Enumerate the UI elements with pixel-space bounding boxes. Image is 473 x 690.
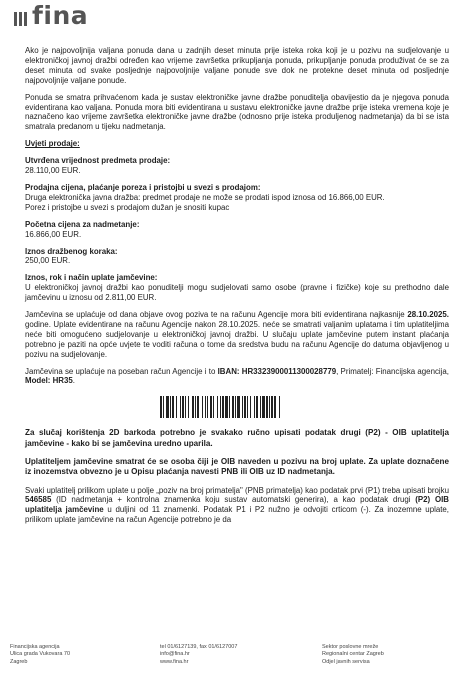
reference-text-1: Svaki uplatitelj prilikom uplate u polje „poziv na broj primatelja" (PNB primatelja) kao podatak prvi (P1) treba upisati brojku xyxy=(25,485,449,495)
reference-p2: (P2) OIB uplatitelja jamčevine xyxy=(25,495,449,515)
sale-price-line1: Druga elektronička javna dražba: predmet prodaje ne može se prodati ispod iznosa od 16.866,00 EUR. xyxy=(25,192,385,202)
fina-logo xyxy=(14,2,88,28)
sale-price-section xyxy=(25,183,449,213)
sale-price-heading: Prodajna cijena, plaćanje poreza i pristojbi u svezi s prodajom: xyxy=(25,182,261,192)
estimated-value-section xyxy=(25,156,449,176)
deadline-date: 28.10.2025. xyxy=(407,310,449,320)
footer-col-contact xyxy=(160,644,302,666)
reference-text-2: (ID nadmetanja + kontrolna znamenka koju sustav automatski generira), a kao podatak drugi xyxy=(51,495,416,505)
start-price-value: 16.866,00 EUR. xyxy=(25,229,82,239)
iban-value: IBAN: HR3323900011300028779 xyxy=(217,366,337,376)
paragraph-extension: Ako je najpovoljnija valjana ponuda dana u zadnjih deset minuta prije isteka roka koji je u pozivu na sudjelovanje u elektroničkoj javnoj dražbi određen kao vrijeme završetka prikupljanja ponuda, prikupljanje ponuda produživat će se za deset minuta od svake posljednje najpovoljnije valjane ponude sve dok ne protekne deset minuta od posljednje najpovoljnije valjane ponude. xyxy=(25,46,449,85)
sale-price-line2: Porez i pristojbe u svezi s prodajom dužan je snositi kupac xyxy=(25,202,230,212)
iban-text-1: Jamčevina se uplaćuje na poseban račun Agencije i to xyxy=(25,366,218,376)
logo-wordmark: fina xyxy=(32,0,89,30)
reference-number: 546585 xyxy=(25,495,52,505)
paragraph-acceptance: Ponuda se smatra prihvaćenom kada je sustav elektroničke javne dražbe ponuditelja obavijestio da je njegova ponuda evidentirana kao valjana. Ponuda mora biti evidentirana u sustavu elektroničke javne dražbe prije isteka vremena koje je naznačeno kao vrijeme završetka elektroničke javne dražbe (odnosno prije isteka produljenog nadmetanja) da bi se ista smatrala predanom u tijeku nadmetanja. xyxy=(25,92,449,132)
notice-2d-barcode: Za slučaj korištenja 2D barkoda potrebno je svakako ručno upisati podatak drugi (P2) - OIB uplatitelja jamčevine - kako bi se jamčevina uredno uparila. xyxy=(25,428,449,448)
footer-website: www.fina.hr xyxy=(160,658,189,665)
conditions-heading-text: Uvjeti prodaje: xyxy=(25,139,80,149)
conditions-heading xyxy=(25,139,449,149)
bid-step-value: 250,00 EUR. xyxy=(25,256,71,266)
reference-text-3: u duljini od 11 znamenki. Podatak P1 i P2 nužno je odvojiti crticom (-). Za inozemne uplate, prilikom uplate jamčevine na račun Agencije potrebno je da xyxy=(25,505,449,525)
footer-col-department xyxy=(322,644,464,666)
paragraph-deadline xyxy=(25,310,449,360)
deadline-text-1: Jamčevina se uplaćuje od dana objave ovog poziva te na računu Agencije mora biti evidentirana najkasnije xyxy=(25,310,408,320)
deposit-heading: Iznos, rok i način uplate jamčevine: xyxy=(25,273,158,283)
footer-col-agency xyxy=(10,644,152,666)
footer-email: info@fina.hr xyxy=(160,651,190,658)
paragraph-iban xyxy=(25,367,449,387)
barcode-icon xyxy=(160,396,315,418)
footer-agency-street: Ulica grada Vukovara 70 xyxy=(10,651,71,658)
footer-sector: Sektor poslovne mreže xyxy=(322,644,379,650)
footer-department: Odjel javnih servisa xyxy=(322,658,370,665)
estimated-value-heading: Utvrđena vrijednost predmeta prodaje: xyxy=(25,156,171,166)
notice-payer: Uplatiteljem jamčevine smatrat će se osoba čiji je OIB naveden u pozivu na broj uplate. Za uplate doznačene iz inozemstva obvezno je u Opisu plaćanja navesti PNB ili OIB uz ID nadmetanja. xyxy=(25,456,449,477)
footer-agency-name: Financijska agencija xyxy=(10,644,60,650)
iban-text-2: , Primatelj: Financijska agencija, xyxy=(336,366,449,376)
deposit-text: U elektroničkoj javnoj dražbi kao ponuditelji mogu sudjelovati samo osobe (pravne i fizičke) koje su prethodno dale jamčevinu u iznosu od 2.811,00 EUR. xyxy=(25,283,449,303)
footer-regional-center: Regionalni centar Zagreb xyxy=(322,651,384,658)
deposit-section xyxy=(25,273,449,303)
bid-step-section xyxy=(25,247,449,267)
bid-step-heading: Iznos dražbenog koraka: xyxy=(25,246,118,256)
start-price-heading: Početna cijena za nadmetanje: xyxy=(25,219,140,229)
iban-text-3: . xyxy=(72,376,75,386)
deadline-text-2: godine. Uplate evidentirane na računu Agencije nakon 28.10.2025. neće se smatrati valjanim uplatama i tim uplatiteljima neće biti omogućeno sudjelovanje u elektroničkoj javnoj dražbi. U slučaju uplate jamčevine putem instant plaćanja potrebno je paziti na opće uvjete te voditi računa o tome da sredstva budu na računu Agencije do datuma objavljenog u pozivu na sudjelovanje. xyxy=(25,319,449,359)
document-body xyxy=(25,46,449,532)
estimated-value: 28.110,00 EUR. xyxy=(25,166,81,176)
footer-phone: tel 01/6127139, fax 01/6127007 xyxy=(160,644,238,650)
start-price-section xyxy=(25,220,449,240)
logo-bars-icon xyxy=(14,4,27,26)
iban-model: Model: HR35 xyxy=(25,376,73,386)
paragraph-reference xyxy=(25,486,449,526)
page-footer xyxy=(10,644,465,666)
barcode-area xyxy=(25,396,449,418)
footer-agency-city: Zagreb xyxy=(10,658,28,665)
